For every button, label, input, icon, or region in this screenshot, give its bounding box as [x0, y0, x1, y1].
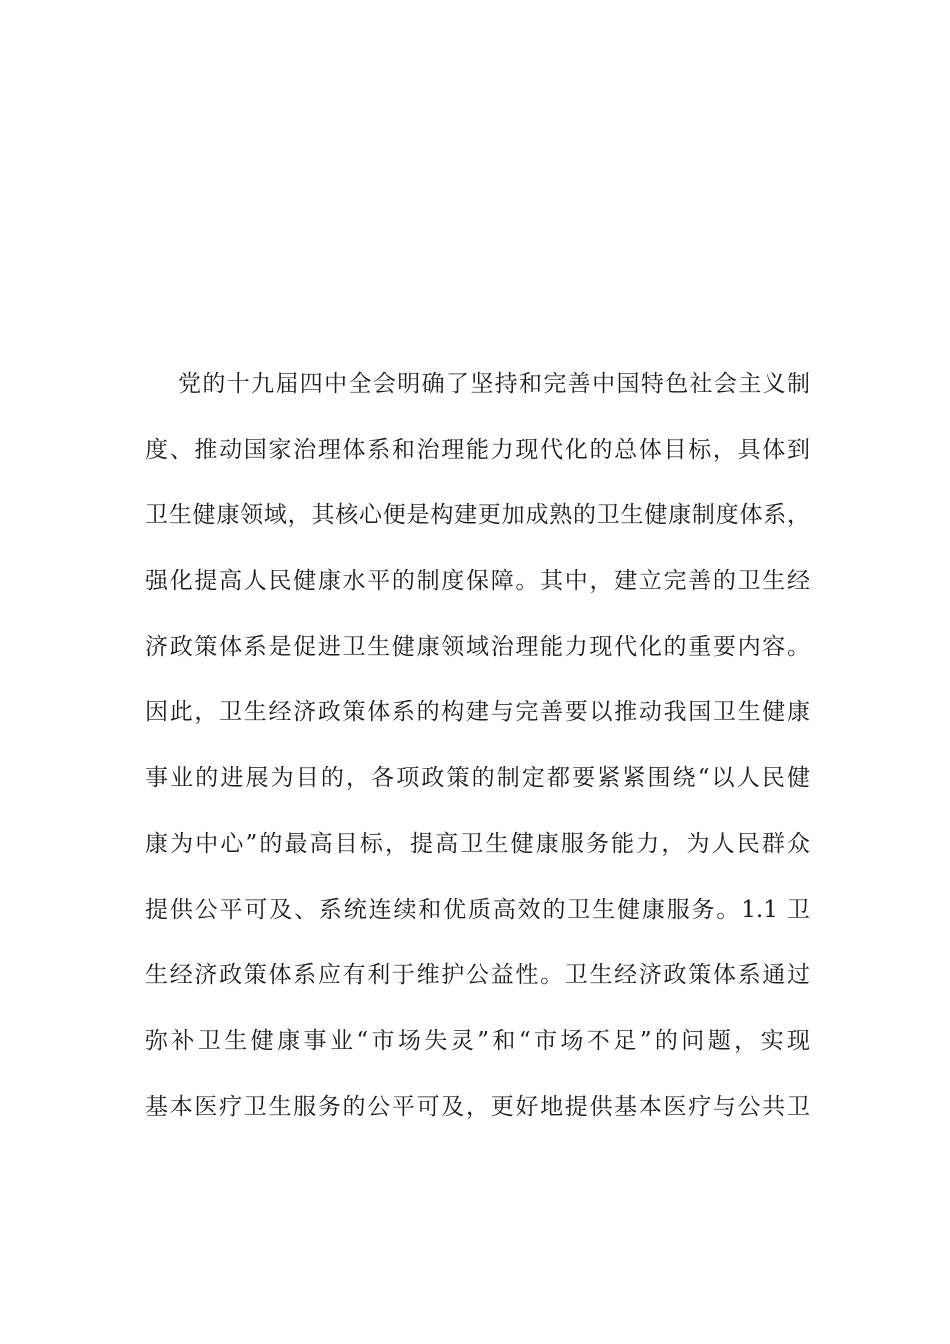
text-line: 弥补卫生健康事业“市场失灵”和“市场不足”的问题，实现	[145, 1027, 810, 1054]
text-line: 事业的进展为目的，各项政策的制定都要紧紧围绕“以人民健	[145, 765, 810, 792]
text-line: 济政策体系是促进卫生健康领域治理能力现代化的重要内容。	[145, 633, 810, 660]
body-paragraph	[145, 352, 810, 1140]
text-line: 因此，卫生经济政策体系的构建与完善要以推动我国卫生健康	[145, 699, 810, 726]
text-line: 生经济政策体系应有利于维护公益性。卫生经济政策体系通过	[145, 962, 810, 989]
text-line: 基本医疗卫生服务的公平可及，更好地提供基本医疗与公共卫	[145, 1093, 810, 1120]
text-line: 党的十九届四中全会明确了坚持和完善中国特色社会主义制	[178, 371, 810, 397]
text-line: 度、推动国家治理体系和治理能力现代化的总体目标，具体到	[145, 436, 810, 463]
text-line: 提供公平可及、系统连续和优质高效的卫生健康服务。1.1 卫	[145, 896, 810, 923]
text-line: 卫生健康领域，其核心便是构建更加成熟的卫生健康制度体系，	[145, 502, 810, 529]
text-line: 强化提高人民健康水平的制度保障。其中，建立完善的卫生经	[145, 568, 810, 595]
text-line: 康为中心”的最高目标，提高卫生健康服务能力，为人民群众	[145, 830, 810, 857]
